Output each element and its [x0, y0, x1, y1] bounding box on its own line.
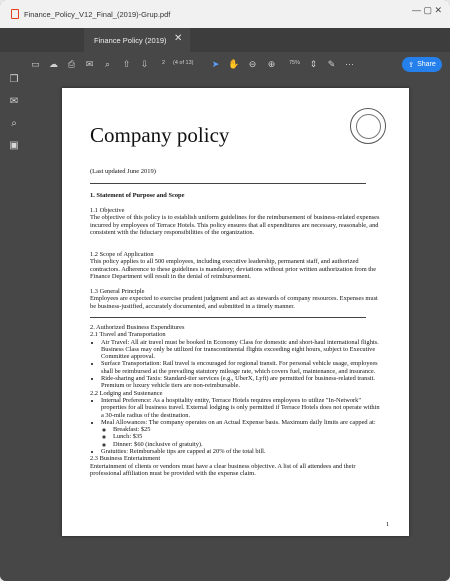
annotate-icon[interactable]: ✎ [327, 59, 336, 69]
tab-finance-policy[interactable] [84, 28, 190, 52]
tab-label: Finance Policy (2019) [94, 35, 167, 45]
share-button[interactable] [402, 57, 442, 72]
section-1-3-heading: 1.3 General Principle [90, 288, 145, 295]
list-item: • Gratuities: Reimbursable tips are capped at 20% of the total bill. [101, 448, 380, 455]
more-icon[interactable]: ⋯ [345, 59, 354, 69]
prev-page-icon[interactable]: ⇧ [122, 59, 131, 69]
last-updated: (Last updated June 2019) [90, 168, 156, 175]
email-icon[interactable]: ✉ [85, 59, 94, 69]
company-seal-logo [350, 108, 386, 144]
pdf-page [62, 88, 409, 536]
select-tool-icon[interactable]: ➤ [211, 59, 220, 69]
zoom-out-icon[interactable]: ⊖ [248, 59, 257, 69]
document-viewport[interactable] [28, 78, 450, 581]
section-2-2-heading: 2.2 Lodging and Sustenance [90, 389, 163, 397]
section-1-3 [90, 288, 380, 310]
section-1-heading: 1. Statement of Purpose and Scope [90, 192, 185, 199]
search-icon[interactable]: ⌕ [104, 59, 111, 69]
save-icon[interactable]: ▭ [31, 59, 40, 69]
section-1-3-body: Employees are expected to exercise prudent judgment and act as stewards of company resources. Expenses must be business-justified, accurately documented, and submitted in a timely manner. [90, 295, 378, 310]
travel-list [90, 339, 380, 390]
tab-bar [0, 28, 450, 52]
list-item: • Air Travel: All air travel must be booked in Economy Class for domestic and short-haul international flights. Business Class may only be utilized for transcontinental flights exceeding eight hours, subject to Executive Committee approval. [101, 339, 380, 361]
print-icon[interactable]: ⎙ [67, 59, 76, 69]
lodging-list [90, 397, 380, 455]
share-label: Share [417, 61, 436, 68]
next-page-icon[interactable]: ⇩ [140, 59, 149, 69]
title-bar [0, 0, 450, 28]
pages-icon[interactable]: ❐ [9, 74, 19, 85]
window-title: Finance_Policy_V12_Final_(2019)-Grup.pdf [24, 9, 171, 19]
section-2-heading: 2. Authorized Business Expenditures [90, 324, 185, 331]
page-number-input[interactable]: 2 [162, 60, 166, 66]
window-controls[interactable]: — ▢ ✕ [411, 5, 442, 15]
hand-tool-icon[interactable]: ✋ [228, 59, 240, 69]
close-icon[interactable]: ✕ [174, 33, 183, 44]
section-1-1-body: The objective of this policy is to establish uniform guidelines for the reimbursement of business-related expenses incurred by employees of Terrace Hotels. This policy ensures that all expenditures are necessary, reasonable, and consistent with the fiduciary responsibilities of the organization. [90, 214, 380, 236]
meal-allowance-text: Meal Allowances: The company operates on an Actual Expense basis. Maximum daily limits are capped at: [101, 418, 376, 426]
section-2-1-heading: 2.1 Travel and Transportation [90, 331, 166, 339]
document-title: Company policy [90, 123, 230, 147]
bookmark-icon[interactable]: ▣ [9, 140, 19, 151]
list-item: • Ride-sharing and Taxis: Standard-tier services (e.g., UberX, Lyft) are permitted for business-related transit. Premium or luxury vehicle tiers are non-reimbursable. [101, 375, 380, 390]
list-item [101, 419, 380, 448]
fit-page-icon[interactable]: ⇕ [309, 59, 318, 69]
left-sidebar [0, 52, 29, 581]
mail-icon[interactable]: ✉ [9, 96, 19, 107]
upload-icon[interactable]: ☁ [49, 59, 58, 69]
section-1-1 [90, 207, 380, 236]
list-item: ◦ Breakfast: $25 [113, 426, 380, 433]
section-1-2-body: This policy applies to all 500 employees, including executive leadership, permanent staff, and authorized contractors. Adherence to these guidelines is mandatory; deviations without prior written authorization from the Finance Department will result in the denial of reimbursement. [90, 258, 377, 280]
list-item: ◦ Dinner: $60 (inclusive of gratuity). [113, 441, 380, 448]
toolbar [28, 52, 450, 78]
section-1-1-heading: 1.1 Objective [90, 207, 125, 214]
attachment-icon[interactable]: ⌕ [11, 118, 17, 129]
zoom-in-icon[interactable]: ⊕ [267, 59, 276, 69]
section-2-3-heading: 2.3 Business Entertainment [90, 455, 161, 463]
section-2-3-body: Entertainment of clients or vendors must have a clear business objective. A list of all attendees and their professional affiliation must be provided with the expense claim. [90, 462, 356, 477]
page-number: 1 [386, 521, 390, 528]
list-item: • Internal Preference: As a hospitality entity, Terrace Hotels requires employees to utilize "In-Network" properties for all business travel. External lodging is only permitted if Terrace Hotels does not operate within a 30-mile radius of the destination. [101, 397, 380, 419]
zoom-level[interactable]: 75% [289, 60, 301, 66]
divider [90, 183, 366, 184]
divider [90, 317, 366, 318]
list-item: ◦ Lunch: $35 [113, 433, 380, 440]
meal-limits-list [101, 426, 380, 448]
section-2 [90, 324, 380, 477]
section-1-2 [90, 251, 380, 280]
list-item: • Surface Transportation: Rail travel is encouraged for regional transit. For personal vehicle usage, employees shall be reimbursed at the prevailing statutory mileage rate, which covers fuel, maintenance, and insurance. [101, 360, 380, 375]
section-1-2-heading: 1.2 Scope of Application [90, 251, 154, 258]
page-count: (4 of 13) [173, 60, 194, 66]
pdf-file-icon [11, 9, 19, 19]
share-icon: ⇪ [408, 61, 415, 69]
